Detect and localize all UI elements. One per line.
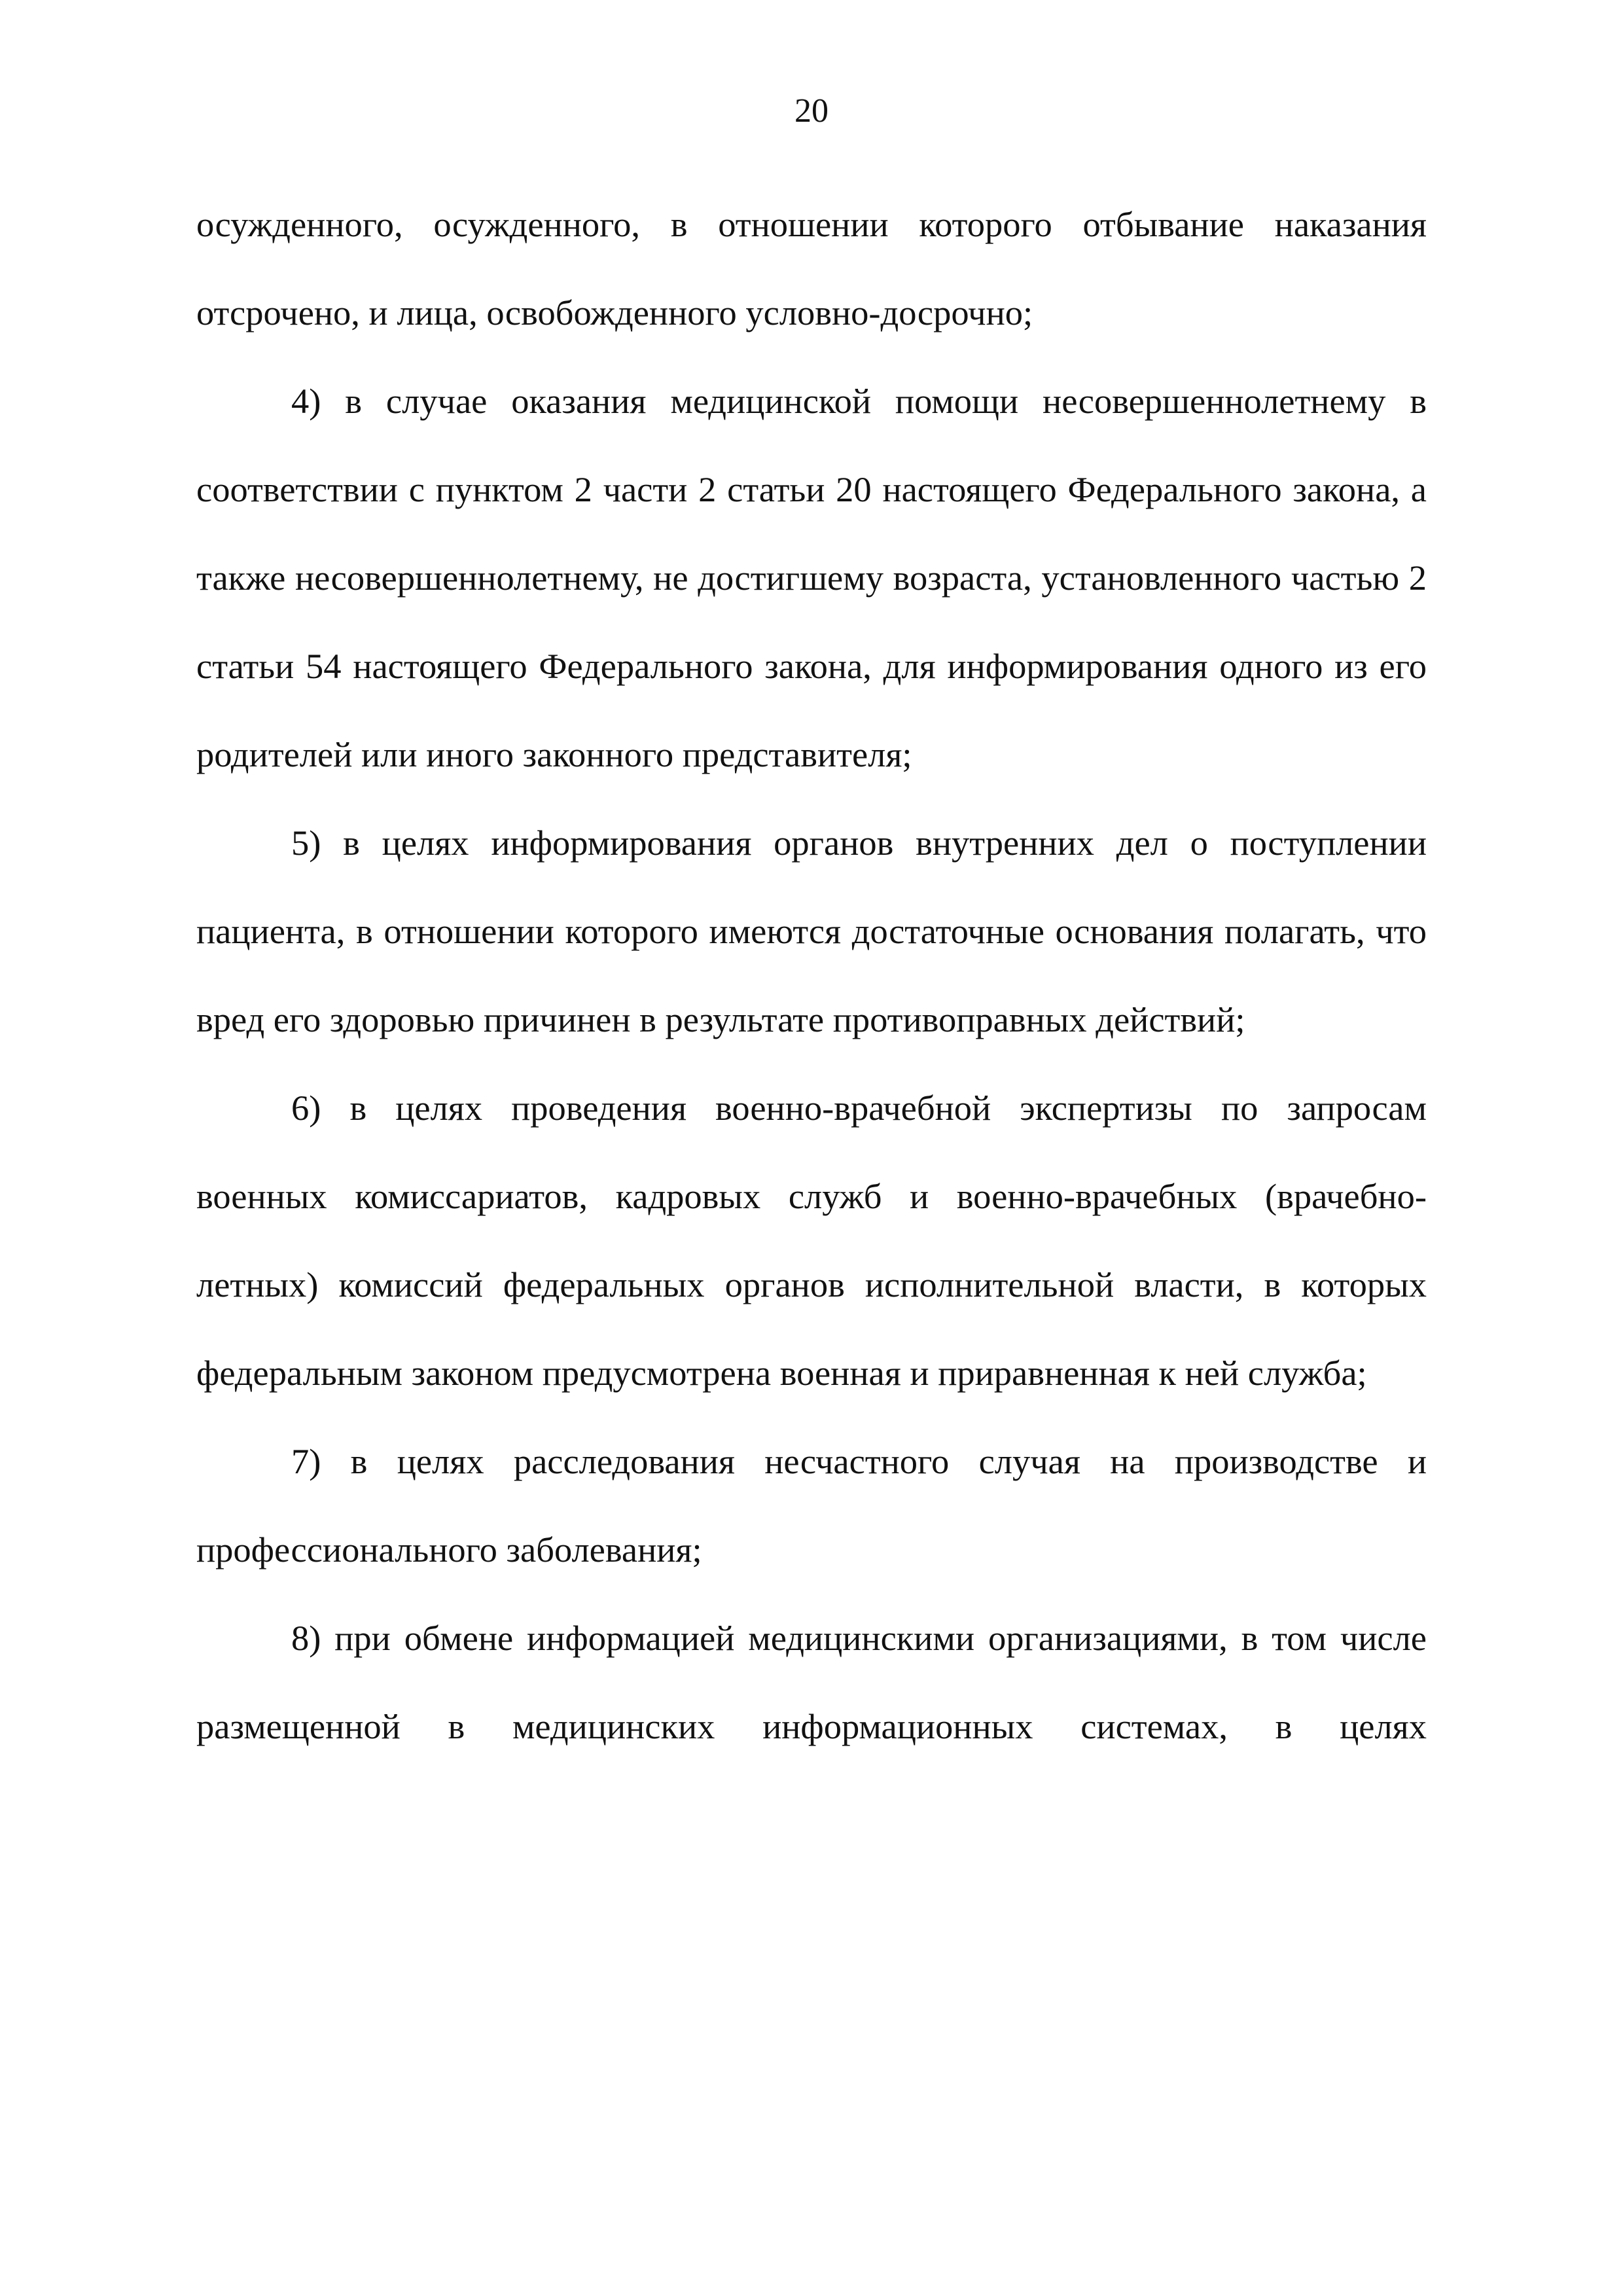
list-item-5: 5) в целях информирования органов внутренних дел о поступлении пациента, в отношении которого имеются достаточные основания полагать, что вред его здоровью причинен в результате противоправных действий; xyxy=(196,823,1427,1039)
list-item-6: 6) в целях проведения военно-врачебной экспертизы по запросам военных комиссариатов, кадровых служб и военно-врачебных (врачебно-летных) комиссий федеральных органов исполнительной власти, в которых федеральным законом предусмотрена военная и приравненная к ней служба; xyxy=(196,1088,1427,1393)
list-item-8: 8) при обмене информацией медицинскими организациями, в том числе размещенной в медицинских информационных системах, в целях xyxy=(196,1618,1427,1746)
list-item-7: 7) в целях расследования несчастного случая на производстве и профессионального заболевания; xyxy=(196,1441,1427,1570)
paragraph-continuation: осужденного, осужденного, в отношении которого отбывание наказания отсрочено, и лица, освобожденного условно-досрочно; xyxy=(196,204,1427,332)
document-body xyxy=(196,180,1427,1770)
page-number: 20 xyxy=(794,92,829,130)
list-item-4: 4) в случае оказания медицинской помощи несовершеннолетнему в соответствии с пунктом 2 части 2 статьи 20 настоящего Федерального закона, а также несовершеннолетнему, не достигшему возраста, установленного частью 2 статьи 54 настоящего Федерального закона, для информирования одного из его родителей или иного законного представителя; xyxy=(196,381,1427,774)
